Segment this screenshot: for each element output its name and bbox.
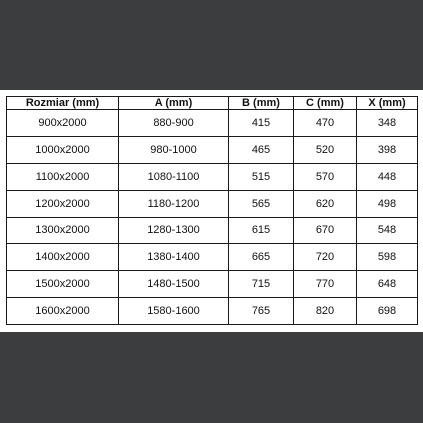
cell-size: 1600x2000	[7, 298, 119, 325]
cell-a: 980-1000	[119, 136, 229, 163]
cell-size: 1500x2000	[7, 271, 119, 298]
cell-a: 1480-1500	[119, 271, 229, 298]
cell-c: 620	[294, 190, 357, 217]
cell-a: 1280-1300	[119, 217, 229, 244]
cell-x: 648	[357, 271, 418, 298]
cell-c: 670	[294, 217, 357, 244]
cell-x: 698	[357, 298, 418, 325]
cell-c: 820	[294, 298, 357, 325]
table-row	[7, 136, 418, 163]
cell-a: 1580-1600	[119, 298, 229, 325]
cell-size: 1400x2000	[7, 244, 119, 271]
cell-x: 548	[357, 217, 418, 244]
header-x: X (mm)	[357, 97, 418, 110]
cell-c: 570	[294, 163, 357, 190]
cell-x: 598	[357, 244, 418, 271]
cell-size: 1200x2000	[7, 190, 119, 217]
table-row	[7, 163, 418, 190]
cell-c: 470	[294, 110, 357, 137]
cell-b: 465	[229, 136, 294, 163]
cell-size: 1300x2000	[7, 217, 119, 244]
cell-a: 1080-1100	[119, 163, 229, 190]
table-row	[7, 298, 418, 325]
cell-b: 415	[229, 110, 294, 137]
cell-b: 515	[229, 163, 294, 190]
cell-size: 1000x2000	[7, 136, 119, 163]
table-row	[7, 244, 418, 271]
dimension-table-panel	[0, 90, 423, 332]
cell-a: 1380-1400	[119, 244, 229, 271]
table-row	[7, 217, 418, 244]
cell-a: 880-900	[119, 110, 229, 137]
header-size: Rozmiar (mm)	[7, 97, 119, 110]
header-c: C (mm)	[294, 97, 357, 110]
dimension-table	[6, 96, 418, 325]
cell-x: 498	[357, 190, 418, 217]
cell-size: 900x2000	[7, 110, 119, 137]
table-row	[7, 110, 418, 137]
cell-b: 665	[229, 244, 294, 271]
cell-size: 1100x2000	[7, 163, 119, 190]
table-header-row	[7, 97, 418, 110]
cell-b: 615	[229, 217, 294, 244]
cell-c: 520	[294, 136, 357, 163]
cell-x: 348	[357, 110, 418, 137]
header-a: A (mm)	[119, 97, 229, 110]
header-b: B (mm)	[229, 97, 294, 110]
table-row	[7, 190, 418, 217]
cell-c: 770	[294, 271, 357, 298]
cell-c: 720	[294, 244, 357, 271]
cell-b: 715	[229, 271, 294, 298]
cell-x: 448	[357, 163, 418, 190]
table-row	[7, 271, 418, 298]
cell-x: 398	[357, 136, 418, 163]
cell-a: 1180-1200	[119, 190, 229, 217]
cell-b: 765	[229, 298, 294, 325]
cell-b: 565	[229, 190, 294, 217]
